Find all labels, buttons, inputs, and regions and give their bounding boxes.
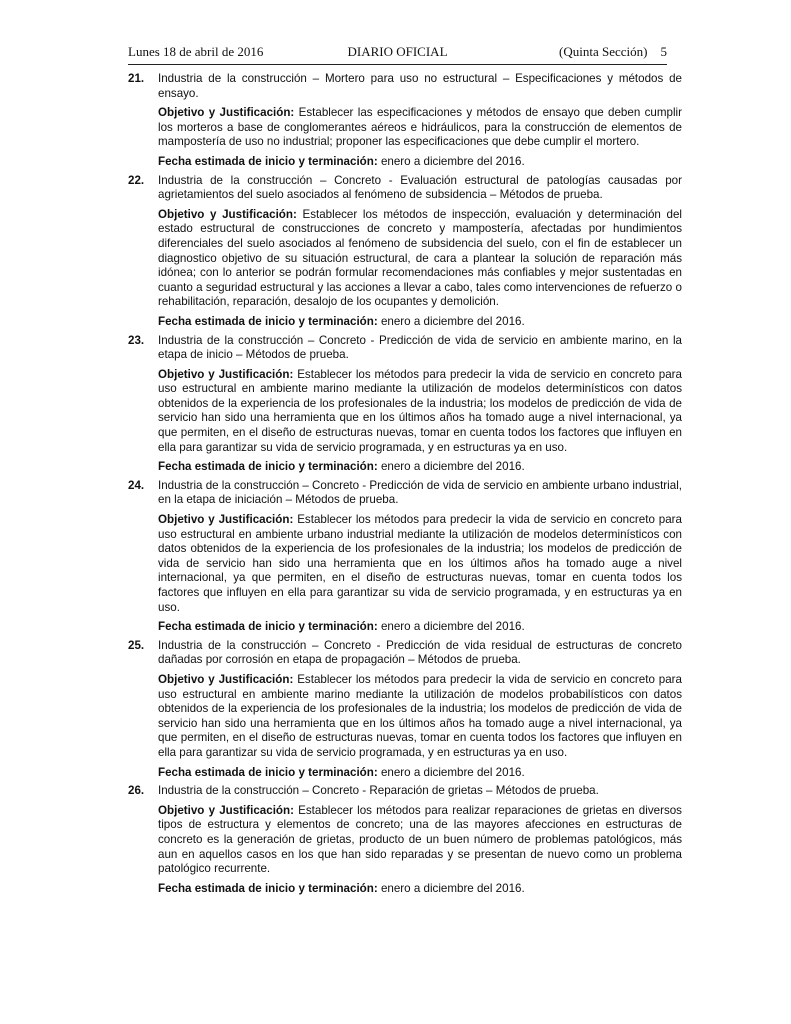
item-dates (158, 315, 682, 330)
header-publication: DIARIO OFICIAL (347, 44, 448, 59)
objective-label: Objetivo y Justificación: (158, 513, 294, 527)
item-title: Industria de la construcción – Concreto - Predicción de vida de servicio en ambiente urbano industrial, en la etapa de iniciación – Métodos de prueba. (158, 478, 682, 507)
header-section-label: (Quinta Sección) (559, 44, 648, 59)
objective-text: Establecer los métodos para predecir la vida de servicio en concreto para uso estructural en ambiente urbano industrial mediante la utilización de modelos determinísticos con datos obtenidos de la experiencia de los profesionales de la industria; los modelos de predicción de vida de servicio han sido una herramienta que en los últimos años ha tomado auge a nivel internacional, ya que permiten, en el diseño de estructuras nuevas, tomar en cuenta todos los factores que influyen en ella para garantizar su vida de servicio programada, y en estructuras ya en uso. (158, 513, 682, 614)
dates-label: Fecha estimada de inicio y terminación: (158, 620, 378, 634)
item-objective (158, 208, 682, 310)
item-objective (158, 804, 682, 877)
dates-text: enero a diciembre del 2016. (380, 620, 525, 634)
list-item (128, 784, 682, 896)
list-item (128, 639, 682, 780)
dates-text: enero a diciembre del 2016. (380, 154, 525, 168)
dates-label: Fecha estimada de inicio y terminación: (158, 154, 378, 168)
item-number: 25. (128, 638, 145, 652)
item-number: 23. (128, 333, 145, 347)
item-objective (158, 673, 682, 761)
objective-label: Objetivo y Justificación: (158, 803, 294, 817)
list-item (128, 479, 682, 635)
item-title: Industria de la construcción – Concreto - Reparación de grietas – Métodos de prueba. (158, 784, 599, 798)
objective-text: Establecer los métodos de inspección, evaluación y determinación del estado estructural de construcciones de concreto y mampostería, afectadas por hundimientos diferenciales del suelo asociados al fenómeno de subsidencia del suelo, con el fin de establecer un diagnostico objetivo de su situación estructural, de cara a plantear la solución de reparación más idónea; con lo anterior se podrán formular recomendaciones más confiables y mejor sustentadas en cuanto a seguridad estructural y las acciones a llevar a cabo, tales como intervenciones de refuerzo o rehabilitación, reparación, desalojo de los ocupantes y demolición. (158, 207, 682, 309)
item-dates (158, 620, 682, 635)
item-dates (158, 882, 682, 897)
item-number: 21. (128, 72, 145, 85)
objective-label: Objetivo y Justificación: (158, 367, 294, 381)
item-dates (158, 460, 682, 475)
dates-text: enero a diciembre del 2016. (380, 765, 525, 779)
item-objective (158, 368, 682, 456)
item-title: Industria de la construcción – Concreto - Evaluación estructural de patologías causadas por agrietamientos del suelo asociados al fenómeno de subsidencia – Métodos de prueba. (158, 173, 682, 202)
dates-label: Fecha estimada de inicio y terminación: (158, 460, 378, 474)
item-objective (158, 513, 682, 615)
item-title: Industria de la construcción – Mortero para uso no estructural – Especificaciones y métodos de ensayo. (158, 72, 682, 100)
item-title: Industria de la construcción – Concreto - Predicción de vida de servicio en ambiente marino, en la etapa de inicio – Métodos de prueba. (158, 333, 682, 362)
document-body (128, 72, 682, 900)
objective-label: Objetivo y Justificación: (158, 672, 294, 686)
objective-text: Establecer los métodos para predecir la vida de servicio en concreto para uso estructural en ambiente marino mediante la utilización de modelos probabilísticos con datos obtenidos de la experiencia de los profesionales de la industria; los modelos de predicción de vida de servicio han sido una herramienta que en los últimos años ha tomado auge a nivel internacional, ya que permiten, en el diseño de estructuras nuevas, tomar en cuenta todos los factores que influyen en ella para garantizar su vida de servicio programada, y en estructuras ya en uso. (158, 672, 682, 759)
item-number: 22. (128, 173, 145, 187)
dates-label: Fecha estimada de inicio y terminación: (158, 314, 378, 328)
list-item (128, 174, 682, 330)
item-number: 24. (128, 478, 145, 492)
page-header (128, 44, 667, 65)
item-title: Industria de la construcción – Concreto - Predicción de vida residual de estructuras de concreto dañadas por corrosión en etapa de propagación – Métodos de prueba. (158, 638, 682, 667)
header-page-number: 5 (660, 44, 667, 59)
item-dates (158, 155, 682, 170)
list-item (128, 72, 682, 170)
item-dates (158, 766, 682, 781)
dates-text: enero a diciembre del 2016. (380, 460, 525, 474)
objective-text: Establecer los métodos para realizar reparaciones de grietas en diversos tipos de estructura y elementos de concreto; una de las mayores afecciones en estructuras de concreto es la generación de grietas, producto de un buen número de problemas patológicos, más aun en aquellos casos en los que han sido reparadas y se presentan de nuevo como un problema patológico recurrente. (158, 803, 682, 876)
objective-text: Establecer los métodos para predecir la vida de servicio en concreto para uso estructural en ambiente marino mediante la utilización de modelos determinísticos con datos obtenidos de la experiencia de los profesionales de la industria; los modelos de predicción de vida de servicio han sido una herramienta que en los últimos años ha tomado auge a nivel internacional, ya que permiten, en el diseño de estructuras nuevas, tomar en cuenta todos los factores que influyen en ella para garantizar su vida de servicio programada, y en estructuras ya en uso. (158, 367, 682, 454)
header-section (559, 44, 667, 60)
objective-label: Objetivo y Justificación: (158, 106, 295, 120)
dates-text: enero a diciembre del 2016. (380, 881, 525, 895)
objective-label: Objetivo y Justificación: (158, 207, 297, 221)
dates-text: enero a diciembre del 2016. (380, 314, 525, 328)
objective-text: Establecer las especificaciones y métodos de ensayo que deben cumplir los morteros a base de conglomerantes aéreos e hidráulicos, para la construcción de elementos de mampostería de uso no industrial; proponer las especificaciones que debe cumplir el mortero. (158, 106, 682, 149)
list-item (128, 334, 682, 475)
dates-label: Fecha estimada de inicio y terminación: (158, 765, 378, 779)
item-number: 26. (128, 784, 145, 798)
dates-label: Fecha estimada de inicio y terminación: (158, 881, 378, 895)
item-objective (158, 106, 682, 150)
header-date: Lunes 18 de abril de 2016 (128, 44, 264, 59)
